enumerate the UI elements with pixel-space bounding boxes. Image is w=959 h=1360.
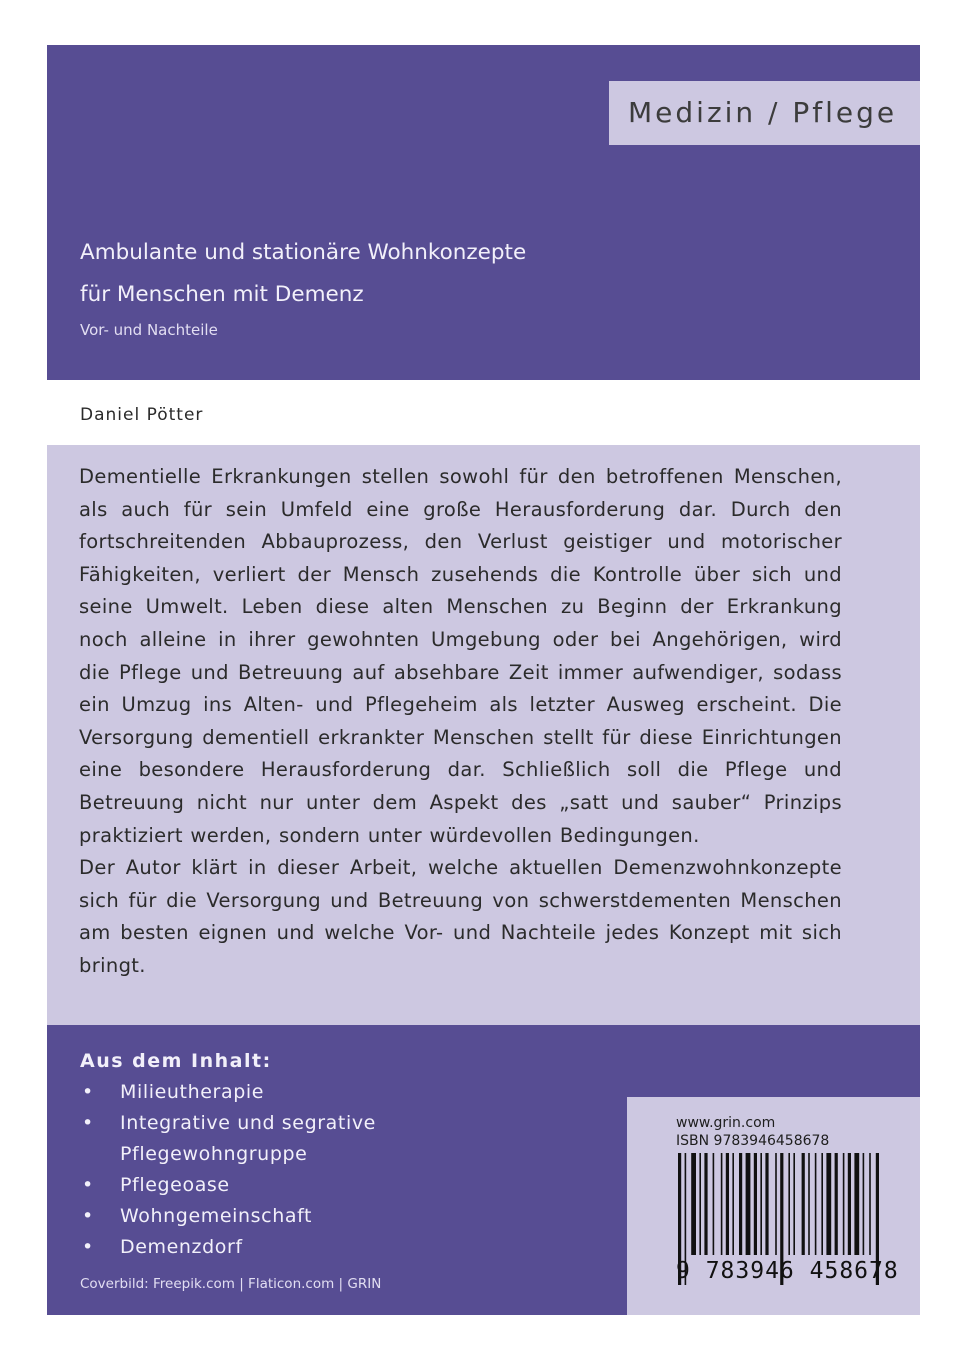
list-item: • Milieutherapie (80, 1077, 376, 1108)
barcode-bar (854, 1153, 859, 1255)
barcode-bar (848, 1153, 851, 1255)
blurb-paragraph-2: Der Autor klärt in dieser Arbeit, welche aktuellen Demenzwohnkonzepte sich für die Versorgung und Betreuung von schwerstdementen Menschen am besten eignen und welche Vor- und Nachteile jedes Konzept mit sich bringt. (79, 856, 842, 977)
list-item: • Integrative und segrative Pflegewohngruppe (80, 1108, 376, 1170)
barcode-bar (739, 1153, 742, 1255)
list-item: • Demenzdorf (80, 1232, 376, 1263)
barcode-bar (721, 1153, 723, 1255)
publisher-url: www.grin.com (676, 1115, 776, 1131)
barcode-bar (815, 1153, 817, 1255)
bullet-icon: • (82, 1205, 94, 1227)
barcode-bar (788, 1153, 790, 1255)
barcode-bar (869, 1153, 871, 1255)
book-title-line-1: Ambulante und stationäre Wohnkonzepte (80, 240, 527, 265)
contents-list (80, 1077, 376, 1263)
blurb-text (79, 461, 842, 983)
barcode-bar (808, 1153, 810, 1255)
barcode-bar (775, 1153, 777, 1255)
barcode-digits: 9 783946 458678 (676, 1258, 899, 1284)
barcode-bar (826, 1153, 831, 1255)
book-subtitle: Vor- und Nachteile (80, 321, 218, 339)
barcode-bar (802, 1153, 805, 1255)
barcode-bar (726, 1153, 729, 1255)
isbn-label: ISBN 9783946458678 (676, 1133, 830, 1149)
barcode-bar (835, 1153, 838, 1255)
bullet-icon: • (82, 1112, 94, 1134)
barcode-bar (843, 1153, 845, 1255)
barcode-bar (793, 1153, 795, 1255)
bullet-icon: • (82, 1236, 94, 1258)
barcode-bar (704, 1153, 707, 1255)
blurb-paragraph-1: Dementielle Erkrankungen stellen sowohl für den betroffenen Menschen, als auch für sein Umfeld eine große Herausforderung dar. Durch den fortschreitenden Abbauprozess, den Verlust geistiger und motorischer Fähigkeiten, verliert der Mensch zusehends die Kontrolle über sich und seine Umwelt. Leben diese alten Menschen zu Beginn der Erkrankung noch alleine in ihrer gewohnten Umgebung oder bei Angehörigen, wird die Pflege und Betreuung auf absehbare Zeit immer aufwendiger, sodass ein Umzug ins Alten- und Pflegeheim als letzter Ausweg erscheint. Die Versorgung dementiell erkrankter Menschen stellt für diese Einrichtungen eine besondere Herausforderung dar. Schließlich soll die Pflege und Betreuung nicht nur unter dem Aspekt des „satt und sauber“ Prinzips praktiziert werden, sondern unter würdevollen Bedingungen. (79, 465, 842, 847)
book-title-line-2: für Menschen mit Demenz (80, 282, 364, 307)
author-name: Daniel Pötter (80, 405, 204, 425)
barcode-bar (760, 1153, 762, 1255)
bullet-icon: • (82, 1081, 94, 1103)
list-item: • Wohngemeinschaft (80, 1201, 376, 1232)
contents-heading: Aus dem Inhalt: (80, 1050, 272, 1072)
category-label: Medizin / Pflege (609, 81, 920, 145)
barcode-bar (732, 1153, 734, 1255)
barcode-bar (699, 1153, 701, 1255)
barcode-bar (754, 1153, 757, 1255)
barcode-bar (713, 1153, 715, 1255)
barcode-bar (765, 1153, 768, 1255)
barcode-bar (821, 1153, 823, 1255)
bullet-icon: • (82, 1174, 94, 1196)
barcode-bar (691, 1153, 696, 1255)
barcode-bar (863, 1153, 865, 1255)
barcode-bar (746, 1153, 751, 1255)
cover-credits: Coverbild: Freepik.com | Flaticon.com | GRIN (80, 1276, 382, 1292)
list-item: • Pflegeoase (80, 1170, 376, 1201)
